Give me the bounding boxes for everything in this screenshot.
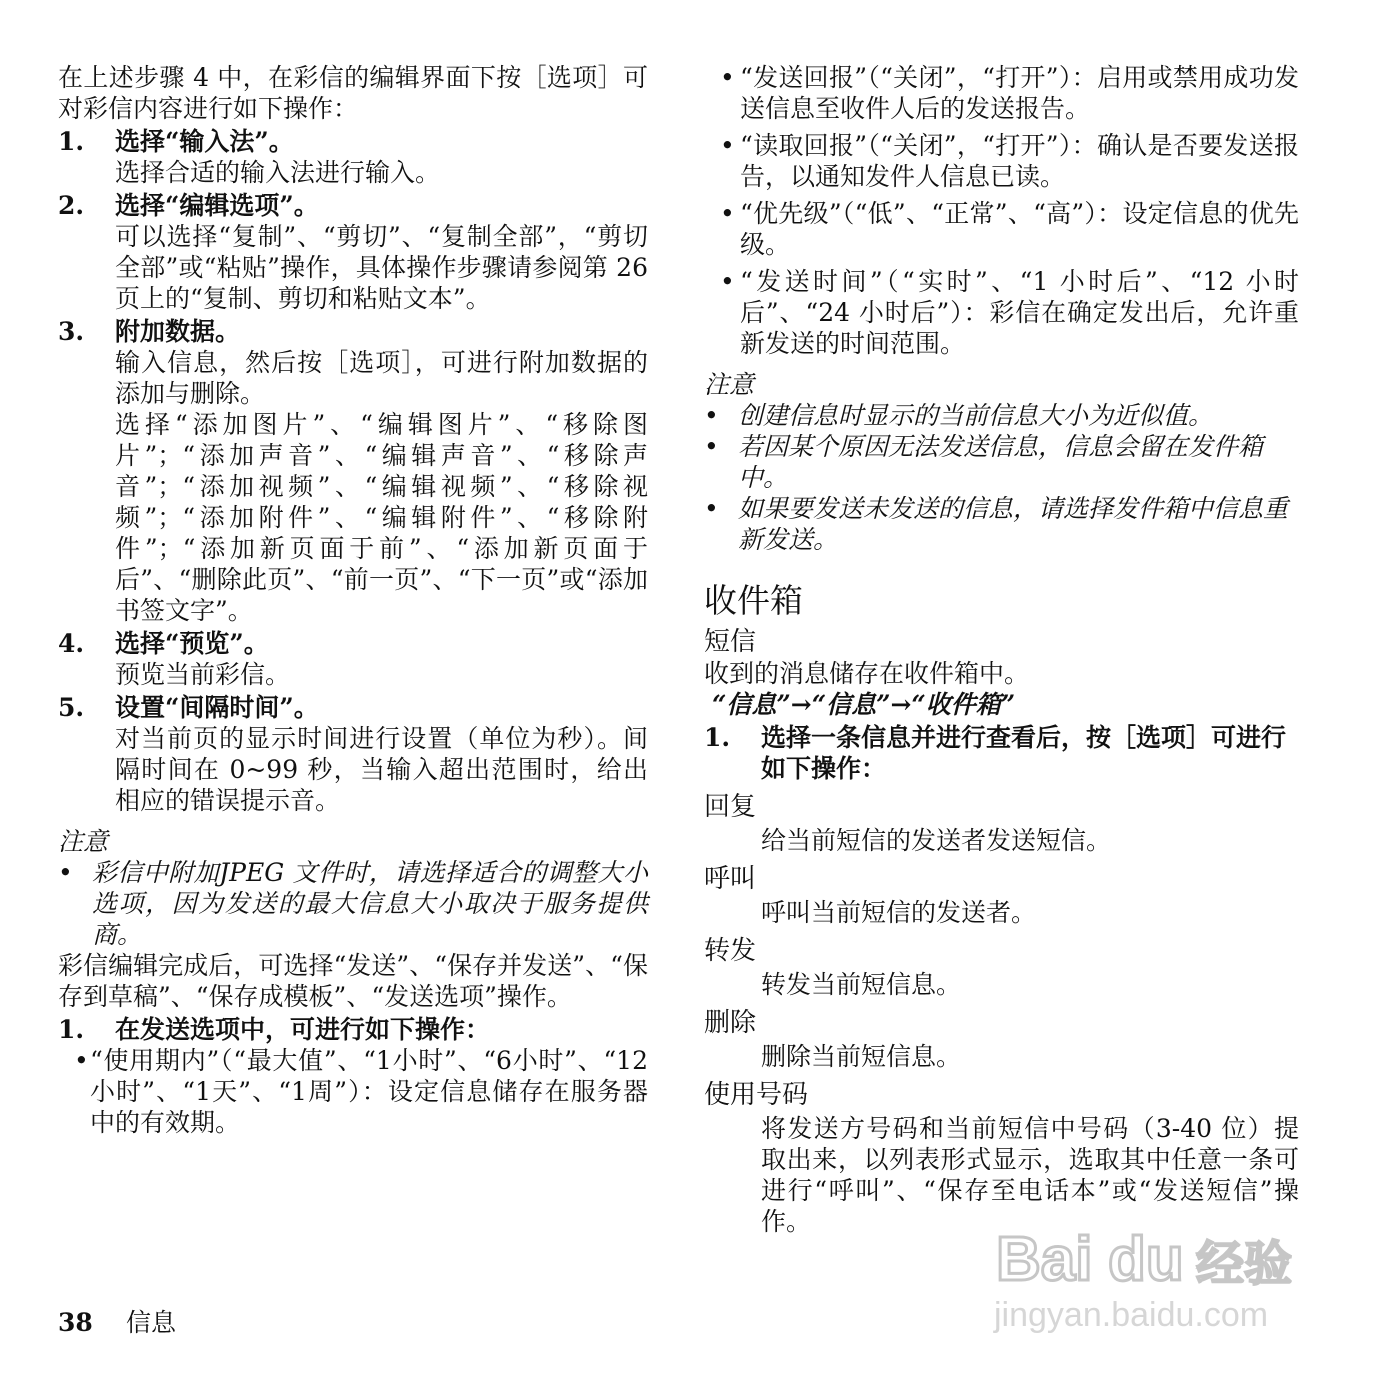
option-label: 回复 xyxy=(704,792,757,822)
option-bullet xyxy=(704,266,1299,359)
option-desc: 转发当前短信息。 xyxy=(761,970,962,999)
step-title: 设置“间隔时间”。 xyxy=(115,693,319,722)
intro-text: 在上述步骤 4 中，在彩信的编辑界面下按［选项］可对彩信内容进行如下操作： xyxy=(58,63,648,123)
step-item xyxy=(58,628,648,690)
option-bullet-text: “读取回报”（“关闭”，“打开”）：确认是否要发送报告，以通知发件人信息已读。 xyxy=(740,131,1299,191)
inbox-step xyxy=(704,722,1299,784)
step-number: 2. xyxy=(58,191,85,220)
footer-section: 信息 xyxy=(126,1308,177,1337)
option-use-number xyxy=(704,1080,1299,1237)
bullet-dot: • xyxy=(720,63,735,92)
step-body: 预览当前彩信。 xyxy=(115,660,291,689)
option-label: 转发 xyxy=(704,936,757,966)
step-title: 选择“预览”。 xyxy=(115,629,269,658)
note-item xyxy=(704,493,1299,555)
bullet-dot: • xyxy=(58,858,73,887)
send-bullet-text: “使用期内”（“最大值”、“1小时”、“6小时”、“12小时”、“1天”、“1周”）：设定信息储存在服务器中的有效期。 xyxy=(90,1046,648,1137)
note-item xyxy=(58,857,648,950)
option-bullet xyxy=(704,130,1299,192)
note-text: 若因某个原因无法发送信息，信息会留在发件箱中。 xyxy=(738,432,1264,492)
option-call xyxy=(704,864,1299,928)
step-number: 3. xyxy=(58,317,85,346)
option-desc: 呼叫当前短信的发送者。 xyxy=(761,898,1037,927)
option-reply xyxy=(704,792,1299,856)
option-bullet xyxy=(704,62,1299,124)
step-title: 在发送选项中，可进行如下操作： xyxy=(115,1015,491,1044)
step-title: 选择“编辑选项”。 xyxy=(115,191,319,220)
after-note-text: 彩信编辑完成后，可选择“发送”、“保存并发送”、“保存到草稿”、“保存成模板”、“发送选项”操作。 xyxy=(58,951,648,1011)
note-item xyxy=(704,431,1299,493)
section-title: 收件箱 xyxy=(704,581,803,620)
option-bullet-text: “发送回报”（“关闭”，“打开”）：启用或禁用成功发送信息至收件人后的发送报告。 xyxy=(740,63,1299,123)
option-label: 删除 xyxy=(704,1008,757,1038)
step-body: 对当前页的显示时间进行设置（单位为秒）。间隔时间在 0~99 秒，当输入超出范围时，给出相应的错误提示音。 xyxy=(115,724,648,815)
option-desc: 将发送方号码和当前短信中号码（3-40 位）提取出来，以列表形式显示，选取其中任意一条可进行“呼叫”、“保存至电话本”或“发送短信”操作。 xyxy=(761,1114,1299,1236)
step-body: 选择合适的输入法进行输入。 xyxy=(115,158,441,187)
step-title: 附加数据。 xyxy=(115,317,241,346)
step-item xyxy=(58,316,648,626)
option-bullet-text: “发送时间”（“实时”、“1 小时后”、“12 小时后”、“24 小时后”）：彩信在确定发出后，允许重新发送的时间范围。 xyxy=(740,267,1299,358)
step-title: 选择“输入法”。 xyxy=(115,127,294,156)
send-step xyxy=(58,1014,648,1045)
sub-desc: 收到的消息储存在收件箱中。 xyxy=(704,659,1030,688)
step-item xyxy=(58,126,648,188)
option-label: 呼叫 xyxy=(704,864,757,894)
page-number: 38 xyxy=(58,1308,93,1337)
step-body: 输入信息，然后按［选项］，可进行附加数据的添加与删除。 xyxy=(115,348,648,408)
step-item xyxy=(58,190,648,314)
nav-path: “信息”→“信息”→“收件箱” xyxy=(712,690,1016,719)
svg-text:Bai: Bai xyxy=(996,1225,1093,1294)
svg-text:jingyan.baidu.com: jingyan.baidu.com xyxy=(994,1296,1269,1334)
step-number: 4. xyxy=(58,629,85,658)
step-number: 1. xyxy=(58,127,85,156)
option-label: 使用号码 xyxy=(704,1080,809,1110)
bullet-dot: • xyxy=(720,199,735,228)
option-forward xyxy=(704,936,1299,1000)
send-bullet xyxy=(58,1045,648,1138)
bullet-dot: • xyxy=(74,1046,89,1075)
bullet-dot: • xyxy=(704,401,719,430)
note-text: 彩信中附加JPEG 文件时，请选择适合的调整大小选项，因为发送的最大信息大小取决于服务提供商。 xyxy=(92,858,648,949)
step-number: 1. xyxy=(704,723,731,752)
note-text: 如果要发送未发送的信息，请选择发件箱中信息重新发送。 xyxy=(738,494,1289,554)
step-body: 可以选择“复制”、“剪切”、“复制全部”，“剪切全部”或“粘贴”操作，具体操作步骤请参阅第 26 页上的“复制、剪切和粘贴文本”。 xyxy=(115,222,648,313)
bullet-dot: • xyxy=(704,432,719,461)
step-item xyxy=(58,692,648,816)
svg-text:du: du xyxy=(1108,1225,1184,1294)
bullet-dot: • xyxy=(720,267,735,296)
option-bullet-text: “优先级”（“低”、“正常”、“高”）：设定信息的优先级。 xyxy=(740,199,1299,259)
note-heading: 注意 xyxy=(704,370,755,399)
note-item xyxy=(704,400,1299,431)
step-body: 选择“添加图片”、“编辑图片”、“移除图片”；“添加声音”、“编辑声音”、“移除声音”；“添加视频”、“编辑视频”、“移除视频”；“添加附件”、“编辑附件”、“移除附件”；“添加新页面于前”、“添加新页面于后”、“删除此页”、“前一页”、“下一页”或“添加书签文字”。 xyxy=(115,410,648,625)
option-desc: 给当前短信的发送者发送短信。 xyxy=(761,826,1112,855)
step-number: 1. xyxy=(58,1015,85,1044)
option-desc: 删除当前短信息。 xyxy=(761,1042,962,1071)
svg-text:经验: 经验 xyxy=(1196,1236,1293,1292)
left-column xyxy=(58,62,648,1138)
option-bullet xyxy=(704,198,1299,260)
sub-title: 短信 xyxy=(704,627,757,657)
note-heading: 注意 xyxy=(58,827,109,856)
page-footer xyxy=(58,1303,176,1339)
option-delete xyxy=(704,1008,1299,1072)
note-text: 创建信息时显示的当前信息大小为近似值。 xyxy=(738,401,1214,430)
right-column xyxy=(704,62,1299,1237)
bullet-dot: • xyxy=(720,131,735,160)
step-title: 选择一条信息并进行查看后，按［选项］可进行如下操作： xyxy=(761,723,1287,783)
step-number: 5. xyxy=(58,693,85,722)
bullet-dot: • xyxy=(704,494,719,523)
